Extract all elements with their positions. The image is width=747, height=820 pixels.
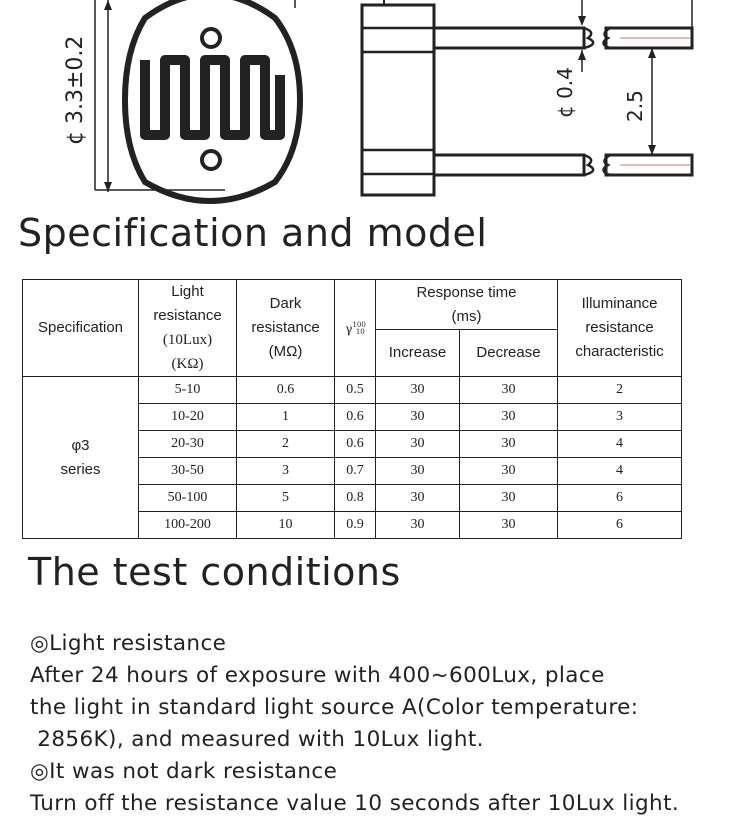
test-line-1: ◎Light resistance — [30, 631, 227, 656]
specification-table — [22, 279, 682, 539]
cell-increase: 30 — [376, 404, 460, 431]
cell-illum: 4 — [558, 431, 682, 458]
pin-diameter-label: ¢ 0.4 — [553, 67, 577, 118]
cell-increase: 30 — [376, 377, 460, 404]
cell-increase: 30 — [376, 458, 460, 485]
header-light-resistance — [139, 280, 237, 377]
cell-light: 50-100 — [139, 485, 237, 512]
header-response-line2: (ms) — [451, 307, 482, 325]
cell-decrease: 30 — [460, 458, 558, 485]
table-row — [23, 377, 682, 404]
header-dark-resistance — [237, 280, 335, 377]
cell-light: 30-50 — [139, 458, 237, 485]
specification-rows — [23, 377, 682, 539]
cell-decrease: 30 — [460, 377, 558, 404]
header-decrease: Decrease — [460, 330, 558, 377]
header-illuminance — [558, 280, 682, 377]
gamma-subscript: 10 — [355, 327, 365, 336]
series-cell — [23, 377, 139, 539]
cell-gamma: 0.7 — [335, 458, 376, 485]
cell-increase: 30 — [376, 431, 460, 458]
pin-spacing-label: 2.5 — [623, 90, 647, 122]
test-line-2: After 24 hours of exposure with 400~600Lux, place — [30, 663, 605, 688]
cell-gamma: 0.9 — [335, 512, 376, 539]
header-light-line4: (KΩ) — [171, 356, 204, 372]
gamma-symbol: γ — [345, 321, 353, 336]
header-specification: Specification — [23, 280, 139, 377]
cell-dark: 2 — [237, 431, 335, 458]
test-conditions-text — [30, 628, 745, 820]
cell-illum: 3 — [558, 404, 682, 431]
cell-decrease: 30 — [460, 431, 558, 458]
test-conditions-heading: The test conditions — [28, 550, 401, 594]
header-response-line1: Response time — [416, 283, 517, 301]
test-line-4: 2856K), and measured with 10Lux light. — [30, 727, 484, 752]
specification-heading: Specification and model — [18, 211, 488, 255]
cell-gamma: 0.6 — [335, 404, 376, 431]
cell-illum: 6 — [558, 485, 682, 512]
cell-illum: 2 — [558, 377, 682, 404]
test-line-6: Turn off the resistance value 10 seconds after 10Lux light. — [30, 791, 680, 816]
gamma-superscript: 100 — [352, 320, 366, 329]
cell-light: 5-10 — [139, 377, 237, 404]
series-label-line: φ3 — [71, 436, 90, 454]
header-dark-line1: Dark — [269, 295, 302, 312]
test-line-5: ◎It was not dark resistance — [30, 759, 338, 784]
sensor-top-view — [95, 0, 300, 201]
cell-increase: 30 — [376, 512, 460, 539]
header-light-line1: Light — [171, 283, 204, 300]
cell-light: 10-20 — [139, 404, 237, 431]
cell-dark: 5 — [237, 485, 335, 512]
cell-gamma: 0.8 — [335, 485, 376, 512]
cell-light: 20-30 — [139, 431, 237, 458]
series-label-line: series — [60, 460, 101, 478]
cell-decrease: 30 — [460, 512, 558, 539]
header-response-time — [376, 280, 558, 330]
cell-gamma: 0.5 — [335, 377, 376, 404]
header-illum-line2: resistance — [585, 319, 654, 336]
diameter-label: ¢ 3.3±0.2 — [63, 35, 88, 145]
cell-dark: 10 — [237, 512, 335, 539]
cell-dark: 3 — [237, 458, 335, 485]
cell-illum: 4 — [558, 458, 682, 485]
header-dark-line3: (MΩ) — [268, 343, 303, 360]
cell-dark: 1 — [237, 404, 335, 431]
cell-decrease: 30 — [460, 485, 558, 512]
cell-light: 100-200 — [139, 512, 237, 539]
cell-decrease: 30 — [460, 404, 558, 431]
header-increase: Increase — [376, 330, 460, 377]
header-illum-line3: characteristic — [575, 343, 664, 360]
cell-gamma: 0.6 — [335, 431, 376, 458]
test-line-3: the light in standard light source A(Color temperature: — [30, 695, 639, 720]
cell-dark: 0.6 — [237, 377, 335, 404]
header-gamma — [335, 280, 376, 377]
header-light-line2: resistance — [153, 307, 222, 324]
header-dark-line2: resistance — [251, 319, 320, 336]
dimension-drawing — [0, 0, 747, 205]
cell-increase: 30 — [376, 485, 460, 512]
header-illum-line1: Illuminance — [581, 295, 658, 312]
cell-illum: 6 — [558, 512, 682, 539]
header-light-line3: (10Lux) — [162, 332, 213, 348]
